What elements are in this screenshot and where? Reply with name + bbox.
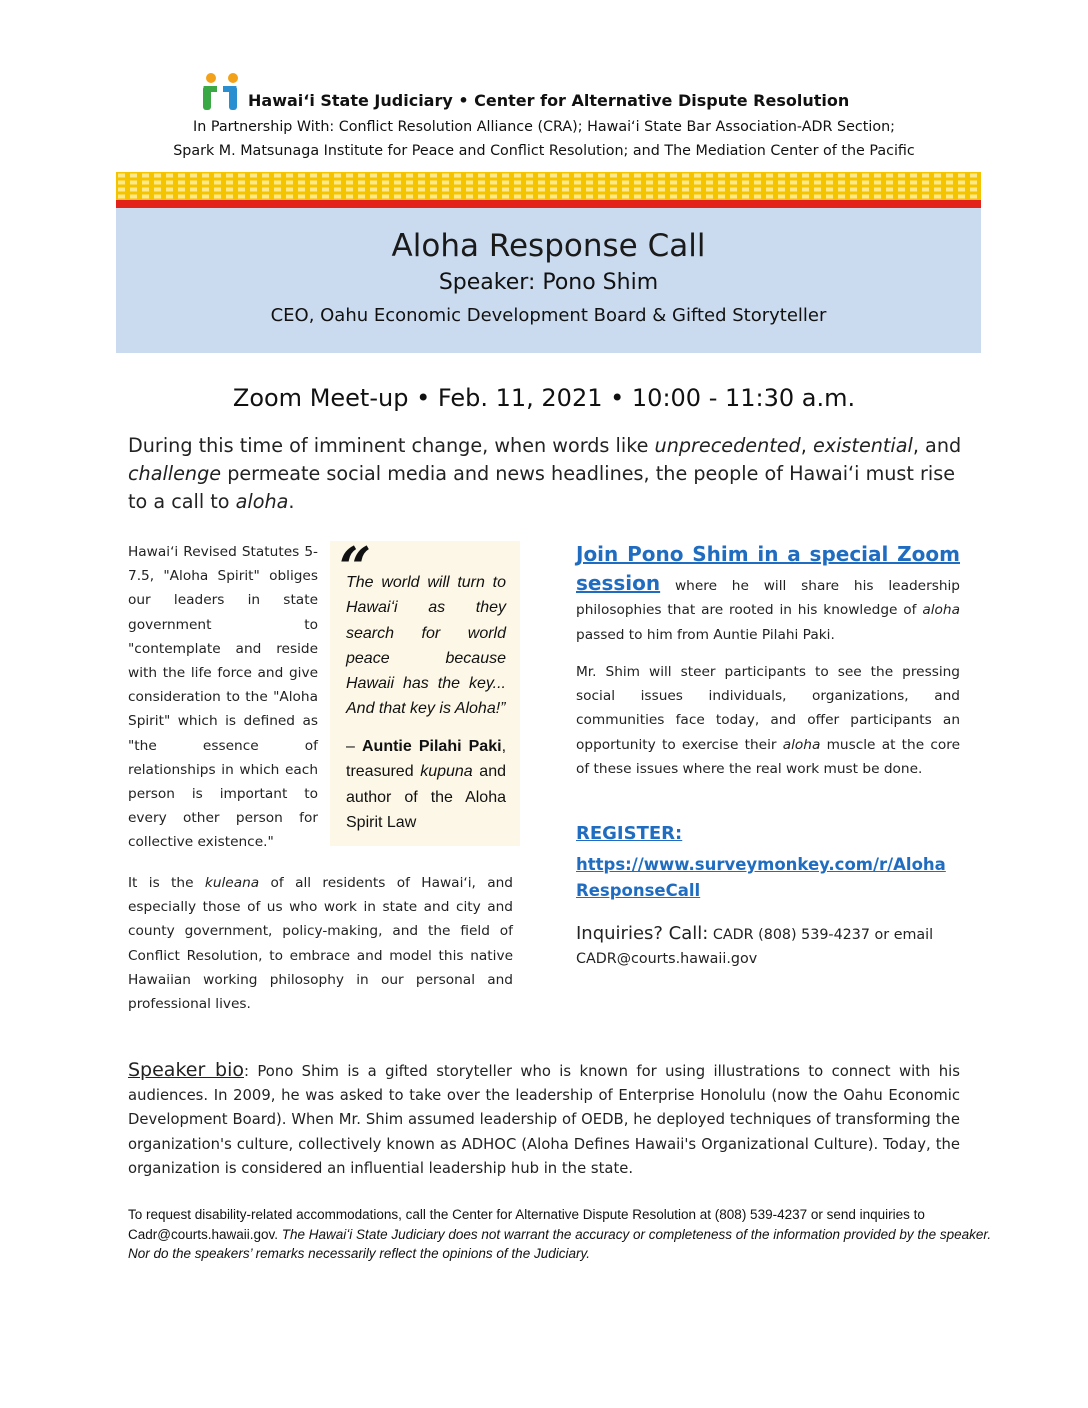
intro-emphasis: challenge (128, 462, 222, 485)
register-link[interactable]: https://www.surveymonkey.com/r/Aloha ResponseCall (576, 855, 946, 900)
intro-emphasis: unprecedented (654, 434, 801, 457)
meeting-details: Zoom Meet-up • Feb. 11, 2021 • 10:00 - 11:30 a.m. (232, 384, 856, 412)
footer-disclaimer: To request disability-related accommodations, call the Center for Alternative Dispute Resolution at (808) 539-4237 or send inquiries to Cadr@courts.hawaii.gov. The Hawaiʻi State Judiciary does not warrant the accuracy or completeness of the information provided by the speaker. Nor do the speakers’ remarks necessarily reflect the opinions of the Judiciary. (128, 1207, 992, 1261)
bio-label: Speaker bio (128, 1059, 244, 1081)
speaker-role: CEO, Oahu Economic Development Board & Gifted Storyteller (270, 305, 827, 326)
kuleana-paragraph: It is the kuleana of all residents of Hawaiʻi, and especially those of us who work in state and city and county government, policy-making, and the field of Conflict Resolution, to embrace and model this native Hawaiian working philosophy in our personal and professional lives. (128, 875, 513, 1013)
inquiries-label: Inquiries? Call: (576, 923, 709, 944)
join-heading: Join Pono Shim in a special Zoom session (576, 542, 960, 596)
quote-text: The world will turn to Hawaiʻi as they search for world peace because Hawaii has the key... And that key is Aloha!” (346, 574, 506, 718)
inquiries-text: Inquiries? Call: CADR (808) 539-4237 or email CADR@courts.hawaii.gov (576, 923, 934, 967)
join-paragraph: Join Pono Shim in a special Zoom session where he will share his leadership philosophies that are rooted in his knowledge of aloha passed to him from Auntie Pilahi Paki. (576, 542, 960, 643)
intro-emphasis: aloha (235, 490, 289, 513)
quote-author: Auntie Pilahi Paki (362, 738, 502, 755)
event-title: Aloha Response Call (391, 228, 706, 264)
quote-attribution: – Auntie Pilahi Paki, treasured kupuna and author of the Aloha Spirit Law (346, 738, 507, 831)
banner-stripe (116, 200, 981, 208)
shim-paragraph: Mr. Shim will steer participants to see the pressing social issues individuals, organizations, and communities face today, and offer participants an opportunity to exercise their aloha muscle at the core of these issues where the real work must be done. (576, 664, 960, 777)
speaker-name: Speaker: Pono Shim (438, 270, 659, 295)
statute-paragraph: Hawaiʻi Revised Statutes 5-7.5, "Aloha Spirit" obliges our leaders in state government to "contemplate and reside with the life force and give consideration to the "Aloha Spirit" which is defined as "the essence of relationships in which each person is important to every other person for collective existence." (128, 544, 318, 851)
intro-paragraph: During this time of imminent change, when words like unprecedented, existential, and challenge permeate social media and news headlines, the people of Hawaiʻi must rise to a call to aloha. (128, 434, 962, 513)
partner-line-1: In Partnership With: Conflict Resolution Alliance (CRA); Hawaiʻi State Bar Association-ADR Section; (193, 119, 895, 135)
banner-pattern (116, 172, 981, 200)
register-label: REGISTER: (576, 823, 683, 844)
intro-emphasis: existential (812, 434, 913, 457)
speaker-bio: Speaker bio: Pono Shim is a gifted storyteller who is known for using illustrations to connect with his audiences. In 2009, he was asked to take over the leadership of Enterprise Honolulu (now the Oahu Economic Development Board). When Mr. Shim assumed leadership of OEDB, he deployed techniques of transforming the organization's culture, collectively known as ADHOC (Aloha Defines Hawaii's Organizational Culture). Today, the organization is considered an influential leadership hub in the state. (128, 1059, 960, 1177)
judiciary-logo (201, 72, 245, 112)
partner-line-2: Spark M. Matsunaga Institute for Peace and Conflict Resolution; and The Mediation Center of the Pacific (173, 143, 915, 159)
org-title: Hawaiʻi State Judiciary • Center for Alternative Dispute Resolution (248, 91, 850, 110)
quote-mark-icon: “ (339, 535, 372, 601)
